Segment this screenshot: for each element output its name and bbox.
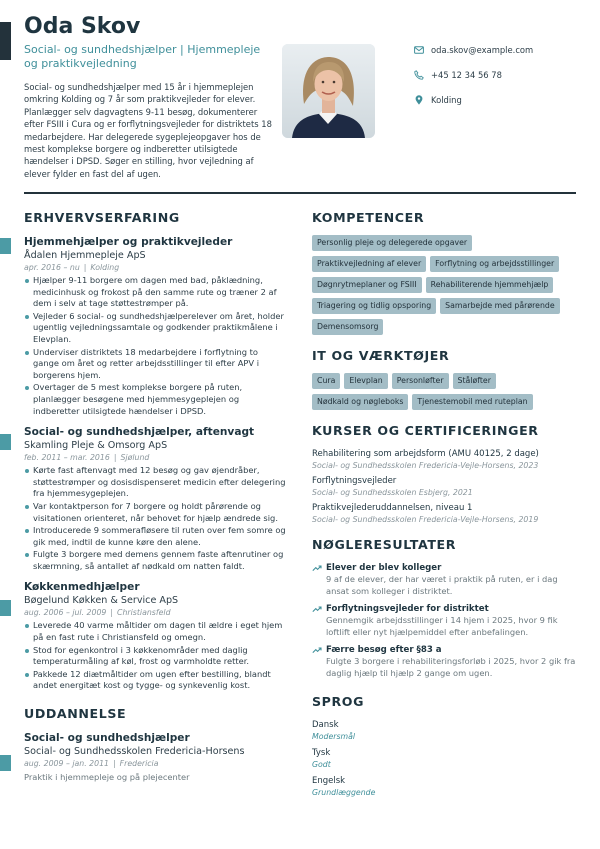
job-meta [24,607,286,618]
achievement-item [312,644,582,679]
tool-tag: Nødkald og nøgleboks [312,394,408,410]
contact-location [414,94,594,106]
tool-tag: Cura [312,373,340,389]
certifications-list [312,448,582,525]
achievement-description: 9 af de elever, der har været i praktik på ruten, er i dag ansat som kolleger i distriktet. [326,574,558,596]
language-name: Engelsk [312,775,346,786]
profile-summary: Social- og sundhedshjælper med 15 år i hjemmeplejen omkring Kolding og 7 år som praktikvejleder for elever. Planlægger selv dagvagtens 9-11 besøg, dokumenterer efter FSIII i Cura og er forflytningsvejleder for distriktets 18 medarbejdere. Har delegerede sygeplejeopgaver hos de mest komplekse borgere og indberetter utilsigtede hændelser i DPSD. Søger en stilling, hvor vejledning af elever fylder en fast del af ugen. [24,82,272,179]
achievements-title: NØGLERESULTATER [312,537,457,552]
tool-tag: Personløfter [392,373,449,389]
language-level: Modersmål [312,731,356,741]
certifications-title: KURSER OG CERTIFICERINGER [312,423,539,438]
education-entry [24,731,286,783]
tools-title: IT OG VÆRKTØJER [312,348,450,363]
certification-issuer: Social- og Sundhedsskolen Fredericia-Vejle-Horsens, 2023 [312,461,539,470]
envelope-icon [414,45,424,55]
contact-email[interactable] [414,44,594,56]
job-meta [24,452,286,463]
languages-title: SPROG [312,693,365,709]
language-item [312,719,582,742]
language-item [312,747,582,770]
job-entry [24,235,286,417]
achievement-title: Elever der blev kolleger [326,563,442,573]
tool-tag: Ståløfter [453,373,496,389]
header-accent-block [0,22,11,60]
job-accent-bar [0,434,11,450]
contact-phone[interactable] [414,69,594,81]
job-title: Hjemmehjælper og praktikvejleder [24,236,233,248]
certification-item [312,502,582,525]
bullet-item: Fulgte 3 borgere med demens gennem faste aftenrutiner og skærmning, så antallet af nødkald om natten faldt. [24,549,286,572]
certification-name: Forflytningsvejleder [312,476,397,486]
phone-icon [414,70,424,80]
portrait-image [282,44,375,138]
achievement-item [312,562,582,597]
achievement-title: Færre besøg efter §83 a [326,645,442,656]
phone-text: +45 12 34 56 78 [431,70,502,80]
job-bullets [24,465,286,572]
languages-list [312,719,582,798]
education-dates: aug. 2009 – jan. 2011 [24,759,110,769]
job-dates: apr. 2016 – nu [24,263,80,272]
language-item [312,775,582,798]
meta-separator: | [113,759,116,769]
job-title: Social- og sundhedshjælper, aftenvagt [24,426,255,439]
education-school: Social- og Sundhedsskolen Fredericia-Horsens [24,746,245,758]
job-company: Bøgelund Køkken & Service ApS [24,595,179,607]
job-bullets [24,275,286,417]
education-location: Fredericia [119,759,159,769]
education-title: UDDANNELSE [24,706,127,722]
achievement-description: Gennemgik arbejdsstillinger i 14 hjem i 2025, hvor 9 fik loftlift eller nyt hjælpemiddel efter anbefalingen. [326,615,558,637]
job-accent-bar [0,600,11,616]
job-meta [24,262,286,273]
experience-title: ERHVERVSERFARING [24,210,180,225]
job-location: Kolding [90,263,120,272]
education-meta [24,758,286,769]
education-description: Praktik i hjemmepleje og på plejecenter [24,772,190,783]
headline: Social- og sundhedshjælper | Hjemmepleje og praktikvejledning [24,43,261,70]
job-entry [24,425,286,572]
right-column [312,210,582,803]
meta-separator: | [83,263,87,272]
job-dates: aug. 2006 – jul. 2009 [24,608,107,618]
job-location: Sjølund [120,453,150,463]
education-degree: Social- og sundhedshjælper [24,732,190,745]
job-company: Skamling Pleje & Omsorg ApS [24,440,168,452]
bullet-item: Introducerede 9 sommerafløsere til ruten over fem somre og gik med, indtil de kunne køre den alene. [24,525,286,548]
language-name: Dansk [312,719,339,730]
skill-tag: Forflytning og arbejdsstillinger [430,256,559,272]
certification-item [312,448,582,471]
job-entry [24,580,286,692]
achievement-item [312,603,582,638]
skill-tag: Demensomsorg [312,319,383,335]
job-location: Christiansfeld [117,608,171,618]
bullet-item: Hjælper 9-11 borgere om dagen med bad, påklædning, medicinhusk og frokost på den samme rute og træner 2 af dem i selv at tage støttestrømper på. [24,275,286,310]
bullet-item: Var kontaktperson for 7 borgere og holdt pårørende og visitationen orienteret, når behovet for hjælp ændrede sig. [24,501,286,524]
meta-separator: | [113,453,117,463]
language-level: Godt [312,759,331,769]
achievement-description: Fulgte 3 borgere i rehabiliteringsforløb i 2025, hvor 2 gik fra daglig hjælp til hjælp 2 gange om ugen. [326,656,576,678]
contact-info [414,44,594,119]
location-text: Kolding [431,95,462,105]
education-accent-bar [0,755,11,771]
skill-tag: Rehabiliterende hjemmehjælp [426,277,554,293]
bullet-item: Leverede 40 varme måltider om dagen til ældre i eget hjem på en fast rute i Christiansfeld og omegn. [24,620,286,643]
skill-tag: Praktikvejledning af elever [312,256,426,272]
bullet-item: Underviser distriktets 18 medarbejdere i forflytning to gange om året og retter arbejdsstillinger til efter APV i borgerens hjem. [24,347,286,382]
skills-title: KOMPETENCER [312,210,425,225]
certification-name: Praktikvejlederuddannelsen, niveau 1 [312,503,473,513]
skill-tag: Triagering og tidlig opsporing [312,298,436,314]
profile-photo [282,44,375,138]
bullet-item: Overtager de 5 mest komplekse borgere på ruten, planlægger besøgene med hjemmesygeplejen og indberetter utilsigtede hændelser i DPSD. [24,382,286,417]
trending-up-icon [312,563,322,573]
map-pin-icon [414,95,424,105]
job-title: Køkkenmedhjælper [24,581,140,594]
skill-tag: Personlig pleje og delegerede opgaver [312,235,472,251]
trending-up-icon [312,645,322,655]
header [24,14,276,180]
left-column [24,210,286,791]
bullet-item: Vejleder 6 social- og sundhedshjælperelever om året, holder ugentlig vejledningssamtale og godkender praktikmålene i Elevplan. [24,311,286,346]
bullet-item: Pakkede 12 diætmåltider om ugen efter bestilling, blandt andet energitæt kost og tygge- og synkevenlig kost. [24,669,286,692]
language-level: Grundlæggende [312,787,376,797]
tools-tags [312,373,582,410]
person-name: Oda Skov [24,14,141,39]
achievement-title: Forflytningsvejleder for distriktet [326,604,489,615]
email-text: oda.skov@example.com [431,45,534,55]
tool-tag: Elevplan [344,373,387,389]
skills-tags [312,235,582,335]
job-bullets [24,620,286,692]
skill-tag: Samarbejde med pårørende [440,298,559,314]
job-dates: feb. 2011 – mar. 2016 [24,453,110,463]
header-divider [24,192,576,194]
bullet-item: Stod for egenkontrol i 3 køkkenområder med daglig temperaturmåling af køl, frost og varmholdte retter. [24,645,286,668]
trending-up-icon [312,604,322,614]
job-company: Ådalen Hjemmepleje ApS [24,250,146,261]
achievements-list [312,562,582,680]
certification-name: Rehabilitering som arbejdsform (AMU 40125, 2 dage) [312,449,539,459]
certification-issuer: Social- og Sundhedsskolen Fredericia-Vejle-Horsens, 2019 [312,515,539,524]
bullet-item: Kørte fast aftenvagt med 12 besøg og gav øjendråber, støttestrømper og dosisdispenseret medicin efter delegering fra hjemmesygeplejen. [24,465,286,500]
certification-item [312,475,582,498]
language-name: Tysk [312,747,331,758]
skill-tag: Døgnrytmeplaner og FSIII [312,277,422,293]
meta-separator: | [110,608,114,618]
job-accent-bar [0,238,11,254]
certification-issuer: Social- og Sundhedsskolen Esbjerg, 2021 [312,488,473,497]
tool-tag: Tjenestemobil med ruteplan [412,394,532,410]
